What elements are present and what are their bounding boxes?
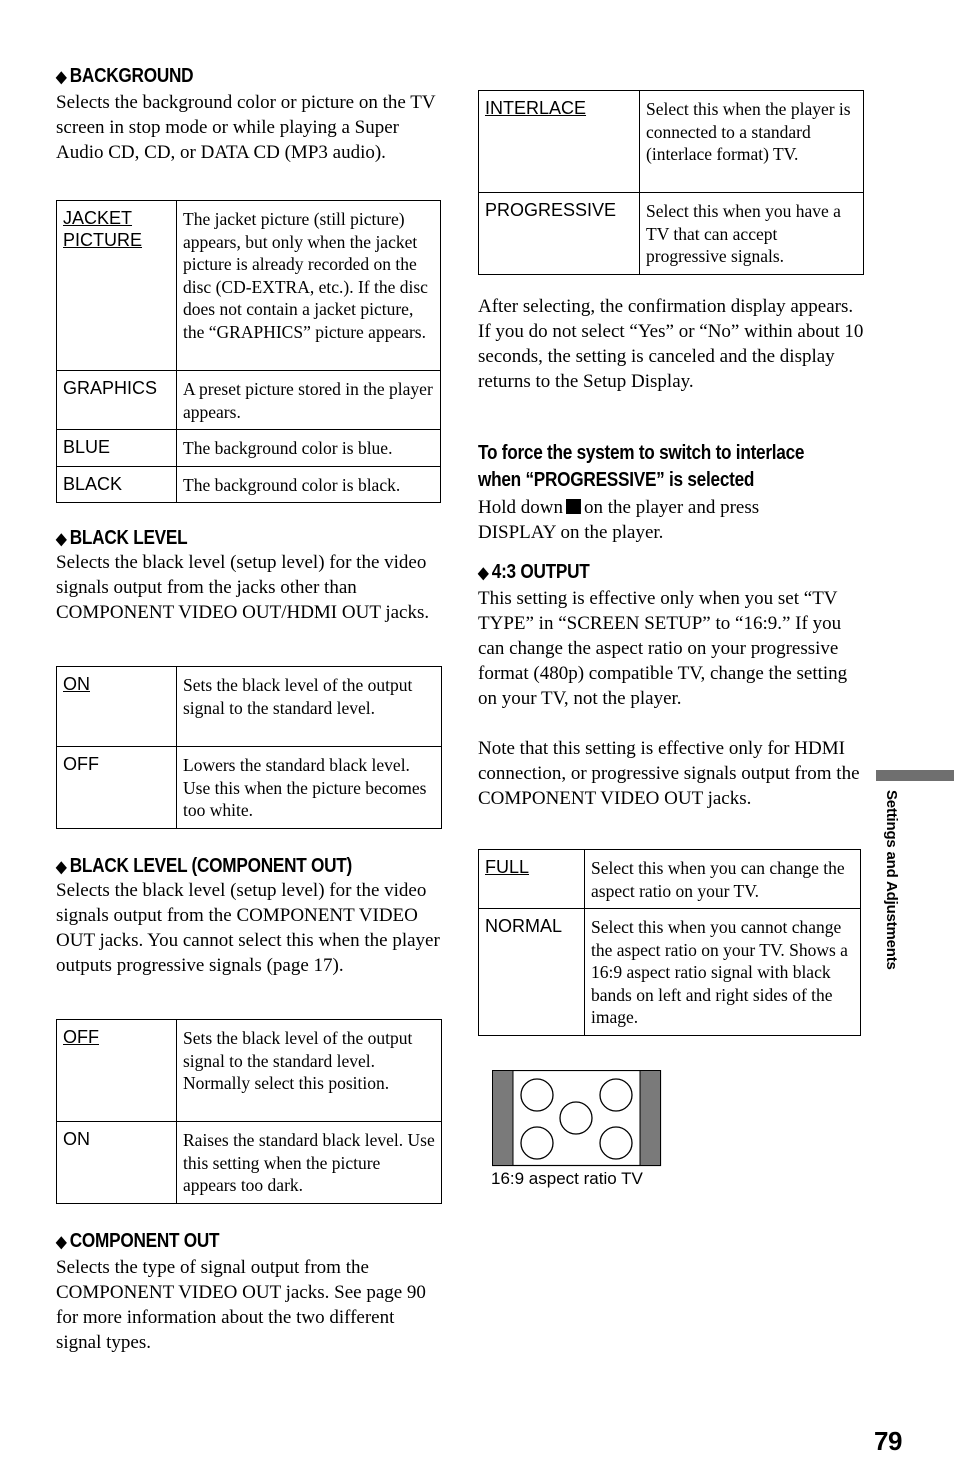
- component-out-heading: ◆ COMPONENT OUT: [56, 1230, 220, 1252]
- output-43-heading: ◆ 4:3 OUTPUT: [478, 561, 590, 583]
- option-description: Lowers the standard black level. Use this when the picture becomes too white.: [177, 747, 442, 829]
- tv-figure-caption: 16:9 aspect ratio TV: [491, 1169, 643, 1188]
- output-43-options-table: [478, 849, 861, 1036]
- table-row: [479, 91, 864, 193]
- table-row: [57, 667, 442, 747]
- option-label: NORMAL: [479, 909, 585, 1036]
- table-row: [57, 1122, 442, 1204]
- sidebar-section-label: Settings and Adjustments: [883, 790, 900, 970]
- option-description: Sets the black level of the output signal to the standard level.: [177, 667, 442, 747]
- option-description: Sets the black level of the output signal to the standard level. Normally select this position.: [177, 1020, 442, 1122]
- option-description: Select this when the player is connected to a standard (interlace format) TV.: [640, 91, 864, 193]
- black-level-component-heading: ◆ BLACK LEVEL (COMPONENT OUT): [56, 855, 353, 877]
- component-out-options-table: [478, 90, 864, 275]
- page-number: 79: [874, 1426, 902, 1456]
- force-interlace-instructions: Hold down on the player and press DISPLAY on the player.: [478, 497, 760, 543]
- option-description: Select this when you cannot change the aspect ratio on your TV. Shows a 16:9 aspect ratio signal with black bands on left and right sides of the image.: [585, 909, 861, 1036]
- black-level-description: Selects the black level (setup level) for the video signals output from the jacks other than COMPONENT VIDEO OUT/HDMI OUT jacks.: [56, 552, 430, 623]
- diamond-icon: ◆: [56, 859, 67, 876]
- diamond-icon: ◆: [56, 1234, 67, 1251]
- option-description: Select this when you have a TV that can accept progressive signals.: [640, 193, 864, 275]
- table-row: [57, 201, 441, 371]
- option-label: BLUE: [57, 430, 177, 467]
- option-description: The jacket picture (still picture) appears, but only when the jacket picture is already recorded on the disc (CD-EXTRA, etc.). If the disc does not contain a jacket picture, the “GRAPHICS” picture appears.: [177, 201, 441, 371]
- option-label: PROGRESSIVE: [479, 193, 640, 275]
- component-out-description: Selects the type of signal output from the COMPONENT VIDEO OUT jacks. See page 90 for more information about the two different signal types.: [56, 1257, 426, 1353]
- table-row: [57, 1020, 442, 1122]
- diamond-icon: ◆: [56, 531, 67, 548]
- tv-screen: [493, 1071, 661, 1166]
- option-label: FULL: [485, 857, 530, 877]
- option-label: JACKET PICTURE: [63, 208, 143, 250]
- tv-aspect-ratio-figure: [492, 1070, 662, 1167]
- table-row: [479, 909, 861, 1036]
- output-43-note: Note that this setting is effective only for HDMI connection, or progressive signals output from the COMPONENT VIDEO OUT jacks.: [478, 738, 860, 809]
- option-label: INTERLACE: [485, 98, 587, 118]
- background-options-table: [56, 200, 441, 503]
- option-description: A preset picture stored in the player appears.: [177, 371, 441, 430]
- option-description: Raises the standard black level. Use this setting when the picture appears too dark.: [177, 1122, 442, 1204]
- diamond-icon: ◆: [56, 69, 67, 86]
- black-level-heading: ◆ BLACK LEVEL: [56, 527, 188, 549]
- left-black-band: [493, 1071, 513, 1165]
- option-label: BLACK: [57, 466, 177, 503]
- table-row: [57, 430, 441, 467]
- table-row: [57, 371, 441, 430]
- output-43-description: This setting is effective only when you set “TV TYPE” in “SCREEN SETUP” to “16:9.” If you can change the aspect ratio on your progressive format (480p) compatible TV, change the setting on your TV, not the player.: [478, 588, 848, 709]
- force-interlace-heading-line1: To force the system to switch to interlace: [478, 442, 805, 464]
- option-description: The background color is black.: [177, 466, 441, 503]
- background-heading: ◆ BACKGROUND: [56, 65, 194, 87]
- diamond-icon: ◆: [478, 565, 489, 582]
- background-description: Selects the background color or picture on the TV screen in stop mode or while playing a Super Audio CD, CD, or DATA CD (MP3 audio).: [56, 92, 436, 163]
- table-row: [57, 747, 442, 829]
- option-description: The background color is blue.: [177, 430, 441, 467]
- option-label: ON: [63, 674, 90, 694]
- option-description: Select this when you can change the aspect ratio on your TV.: [585, 850, 861, 909]
- component-out-after-text: After selecting, the confirmation display appears. If you do not select “Yes” or “No” within about 10 seconds, the setting is canceled and the display returns to the Setup Display.: [478, 296, 864, 392]
- option-label: ON: [57, 1122, 177, 1204]
- table-row: [57, 466, 441, 503]
- black-level-component-description: Selects the black level (setup level) for the video signals output from the COMPONENT VIDEO OUT jacks. You cannot select this when the player outputs progressive signals (page 17).: [56, 880, 440, 976]
- option-label: OFF: [63, 1027, 99, 1047]
- right-black-band: [640, 1071, 660, 1165]
- black-level-component-options-table: [56, 1019, 442, 1204]
- stop-icon: [566, 499, 581, 514]
- black-level-options-table: [56, 666, 442, 829]
- table-row: [479, 193, 864, 275]
- sidebar-tab-bar: [876, 770, 954, 781]
- option-label: GRAPHICS: [57, 371, 177, 430]
- option-label: OFF: [57, 747, 177, 829]
- table-row: [479, 850, 861, 909]
- force-interlace-heading-line2: when “PROGRESSIVE” is selected: [478, 469, 755, 491]
